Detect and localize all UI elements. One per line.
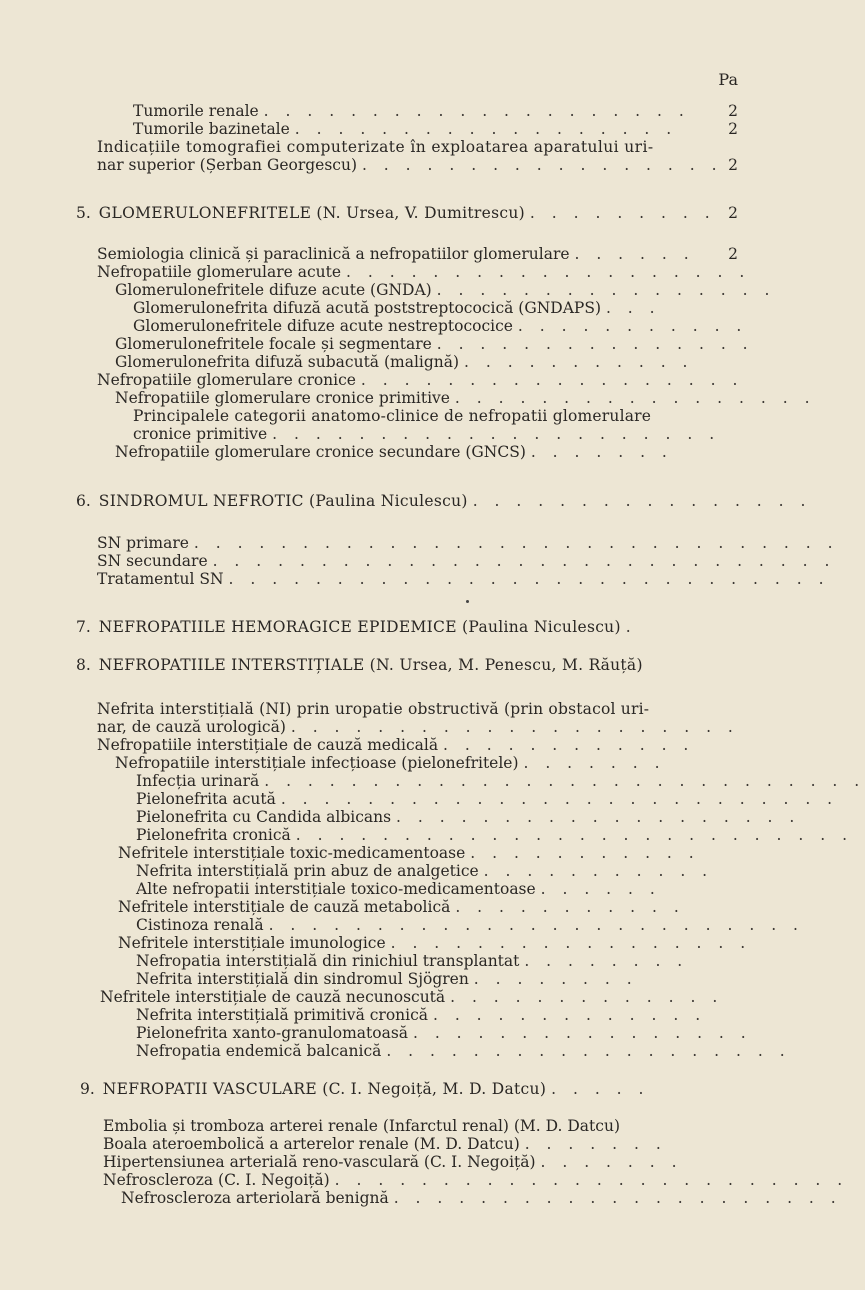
page-number: 2 xyxy=(728,102,738,120)
entry-title: Tumorile renale xyxy=(133,102,259,120)
entry-title: Semiologia clinică și paraclinică a nefropatiilor glomerulare xyxy=(97,245,570,263)
entry-title: Principalele categorii anatomo-clinice de nefropatii glomerulare xyxy=(133,407,652,425)
entry-title: Glomerulonefrita difuză subacută (malignă) xyxy=(115,353,460,371)
toc-entry: Hipertensiunea arterială reno-vasculară (C. I. Negoiță) . . . . . . . xyxy=(103,1153,683,1171)
toc-entry: Nefrita interstițială prin abuz de analgetice . . . . . . . . . . . xyxy=(136,862,714,880)
toc-entry: Nefritele interstițiale de cauză necunoscută . . . . . . . . . . . . . xyxy=(100,988,724,1006)
entry-title: Nefritele interstițiale de cauză necunoscută xyxy=(100,988,446,1006)
toc-entry: Tratamentul SN . . . . . . . . . . . . . . . . . . . . . . . . . . . . xyxy=(97,570,830,588)
entry-title: GLOMERULONEFRITELE (N. Ursea, V. Dumitrescu) xyxy=(98,204,525,222)
entry-title: Nefropatia endemică balcanică xyxy=(136,1042,382,1060)
toc-entry: Tumorile renale . . . . . . . . . . . . . . . . . . . . 2 xyxy=(133,102,738,120)
entry-title: Nefropatia interstițială din rinichiul transplantat xyxy=(136,952,520,970)
toc-entry: Boala ateroembolică a arterelor renale (M. D. Datcu) . . . . . . . xyxy=(103,1135,667,1153)
entry-title: SINDROMUL NEFROTIC (Paulina Niculescu) xyxy=(98,492,468,510)
entry-title: Pielonefrita acută xyxy=(136,790,276,808)
toc-entry xyxy=(133,407,738,425)
entry-title: Nefritele interstițiale imunologice xyxy=(118,934,386,952)
toc-entry: Nefritele interstițiale toxic-medicamentoase . . . . . . . . . . . xyxy=(118,844,700,862)
toc-entry: nar, de cauză urologică) . . . . . . . . . . . . . . . . . . . . . xyxy=(97,718,739,736)
toc-entry xyxy=(103,1117,738,1135)
entry-title: Alte nefropatii interstițiale toxico-medicamentoase xyxy=(136,880,536,898)
toc-entry: Nefroscleroza arteriolară benignă . . . . . . . . . . . . . . . . . . . . . xyxy=(121,1189,842,1207)
entry-title: Nefrita interstițială prin abuz de analgetice xyxy=(136,862,479,880)
toc-entry: SN primare . . . . . . . . . . . . . . . . . . . . . . . . . . . . . . xyxy=(97,534,839,552)
section-heading xyxy=(76,656,738,674)
entry-title: NEFROPATII VASCULARE (C. I. Negoiță, M. D. Datcu) xyxy=(102,1080,547,1098)
toc-entry xyxy=(97,700,738,718)
entry-title: Nefrita interstițială din sindromul Sjögren xyxy=(136,970,469,988)
entry-title: Tumorile bazinetale xyxy=(133,120,290,138)
entry-title: Glomerulonefritele difuze acute nestreptococice xyxy=(133,317,513,335)
toc-entry: Nefropatiile interstițiale infecțioase (pielonefritele) . . . . . . . xyxy=(115,754,666,772)
section-number: 7. xyxy=(76,618,91,636)
entry-title: Nefropatiile glomerulare cronice secundare (GNCS) xyxy=(115,443,526,461)
toc-entry: Nefropatiile glomerulare acute . . . . . . . . . . . . . . . . . . . xyxy=(97,263,751,281)
toc-entry: SN secundare . . . . . . . . . . . . . . . . . . . . . . . . . . . . . xyxy=(97,552,836,570)
entry-title: Cistinoza renală xyxy=(136,916,264,934)
entry-title: Pielonefrita cronică xyxy=(136,826,291,844)
page-number: 2 xyxy=(728,204,738,222)
toc-entry: Tumorile bazinetale . . . . . . . . . . . . . . . . . . 2 xyxy=(133,120,738,138)
toc-entry: Alte nefropatii interstițiale toxico-medicamentoase . . . . . . xyxy=(136,880,661,898)
entry-title: Tratamentul SN xyxy=(97,570,224,588)
toc-entry: Nefroscleroza (C. I. Negoiță) . . . . . . . . . . . . . . . . . . . . . . . . xyxy=(103,1171,849,1189)
entry-title: Nefropatiile glomerulare cronice xyxy=(97,371,356,389)
entry-title: NEFROPATIILE INTERSTIȚIALE (N. Ursea, M. Penescu, M. Răuță) xyxy=(98,656,643,674)
entry-title: Glomerulonefrita difuză acută poststreptococică (GNDAPS) xyxy=(133,299,602,317)
section-number: 6. xyxy=(76,492,91,510)
entry-title: nar superior (Șerban Georgescu) xyxy=(97,156,358,174)
page-column-header: Pa xyxy=(718,70,738,89)
toc-entry: Glomerulonefritele focale și segmentare . . . . . . . . . . . . . . . xyxy=(115,335,754,353)
entry-title: Infecția urinară xyxy=(136,772,260,790)
toc-entry: Semiologia clinică și paraclinică a nefropatiilor glomerulare . . . . . . 2 xyxy=(97,245,738,263)
section-number: 5. xyxy=(76,204,91,222)
entry-title: Nefropatiile glomerulare cronice primitive xyxy=(115,389,450,407)
toc-entry: Infecția urinară . . . . . . . . . . . . . . . . . . . . . . . . . . . . xyxy=(136,772,865,790)
toc-entry: nar superior (Șerban Georgescu) . . . . . . . . . . . . . . . . . 2 xyxy=(97,156,738,174)
toc-entry: Nefropatiile glomerulare cronice . . . . . . . . . . . . . . . . . . xyxy=(97,371,744,389)
toc-entry: Pielonefrita xanto-granulomatoasă . . . . . . . . . . . . . . . . xyxy=(136,1024,752,1042)
toc-entry: Nefritele interstițiale imunologice . . . . . . . . . . . . . . . . . xyxy=(118,934,752,952)
entry-title: Glomerulonefritele difuze acute (GNDA) xyxy=(115,281,432,299)
entry-title: Nefritele interstițiale toxic-medicamentoase xyxy=(118,844,466,862)
toc-entry: Glomerulonefritele difuze acute nestreptococice . . . . . . . . . . . xyxy=(133,317,748,335)
toc-entry: Cistinoza renală . . . . . . . . . . . . . . . . . . . . . . . . . xyxy=(136,916,804,934)
toc-entry: Nefritele interstițiale de cauză metabolică . . . . . . . . . . . xyxy=(118,898,685,916)
toc-entry: Pielonefrita acută . . . . . . . . . . . . . . . . . . . . . . . . . . xyxy=(136,790,839,808)
toc-entry: Nefropatia endemică balcanică . . . . . . . . . . . . . . . . . . . xyxy=(136,1042,791,1060)
entry-title: Nefritele interstițiale de cauză metabolică xyxy=(118,898,451,916)
page-number: 2 xyxy=(728,245,738,263)
toc-entry: Nefropatiile interstițiale de cauză medicală . . . . . . . . . . . . xyxy=(97,736,695,754)
entry-title: Nefroscleroza arteriolară benignă xyxy=(121,1189,389,1207)
section-heading: 5. GLOMERULONEFRITELE (N. Ursea, V. Dumitrescu) . . . . . . . . . 2 xyxy=(76,204,738,222)
entry-title: Nefropatiile interstițiale infecțioase (pielonefritele) xyxy=(115,754,519,772)
entry-title: nar, de cauză urologică) xyxy=(97,718,286,736)
entry-title: NEFROPATIILE HEMORAGICE EPIDEMICE (Paulina Niculescu) xyxy=(98,618,621,636)
section-number: 9. xyxy=(80,1080,95,1098)
toc-entry: Glomerulonefrita difuză acută poststreptococică (GNDAPS) . . . xyxy=(133,299,661,317)
toc-entry: Glomerulonefritele difuze acute (GNDA) . . . . . . . . . . . . . . . . xyxy=(115,281,776,299)
section-heading: 7. NEFROPATIILE HEMORAGICE EPIDEMICE (Paulina Niculescu) . xyxy=(76,618,637,636)
section-number: 8. xyxy=(76,656,91,674)
entry-title: SN secundare xyxy=(97,552,208,570)
toc-entry: Nefropatiile glomerulare cronice primitive . . . . . . . . . . . . . . . . . xyxy=(115,389,816,407)
toc-entry: cronice primitive . . . . . . . . . . . . . . . . . . . . . xyxy=(133,425,721,443)
entry-title: Pielonefrita xanto-granulomatoasă xyxy=(136,1024,409,1042)
entry-title: Nefropatiile glomerulare acute xyxy=(97,263,342,281)
stray-dot xyxy=(466,600,469,603)
entry-title: Boala ateroembolică a arterelor renale (M. D. Datcu) xyxy=(103,1135,520,1153)
toc-entry xyxy=(97,138,738,156)
entry-title: Nefropatiile interstițiale de cauză medicală xyxy=(97,736,439,754)
entry-title: Pielonefrita cu Candida albicans xyxy=(136,808,392,826)
section-heading: 6. SINDROMUL NEFROTIC (Paulina Niculescu) . . . . . . . . . . . . . . . . xyxy=(76,492,812,510)
toc-entry: Nefrita interstițială primitivă cronică . . . . . . . . . . . . . xyxy=(136,1006,707,1024)
page-number: 2 xyxy=(728,156,738,174)
toc-entry: Pielonefrita cronică . . . . . . . . . . . . . . . . . . . . . . . . . . xyxy=(136,826,854,844)
entry-title: Nefrita interstițială primitivă cronică xyxy=(136,1006,429,1024)
toc-entry: Glomerulonefrita difuză subacută (malignă) . . . . . . . . . . . xyxy=(115,353,694,371)
entry-title: Indicațiile tomografiei computerizate în exploatarea aparatului uri- xyxy=(97,138,654,156)
toc-entry: Nefropatia interstițială din rinichiul transplantat . . . . . . . . xyxy=(136,952,689,970)
entry-title: Nefrita interstițială (NI) prin uropatie obstructivă (prin obstacol uri- xyxy=(97,700,650,718)
toc-entry: Nefrita interstițială din sindromul Sjögren . . . . . . . . xyxy=(136,970,638,988)
section-heading: 9. NEFROPATII VASCULARE (C. I. Negoiță, M. D. Datcu) . . . . . xyxy=(80,1080,650,1098)
page-number: 2 xyxy=(728,120,738,138)
toc-entry: Nefropatiile glomerulare cronice secundare (GNCS) . . . . . . . xyxy=(115,443,673,461)
toc-entry: Pielonefrita cu Candida albicans . . . . . . . . . . . . . . . . . . . xyxy=(136,808,801,826)
entry-title: Hipertensiunea arterială reno-vasculară (C. I. Negoiță) xyxy=(103,1153,536,1171)
entry-title: Glomerulonefritele focale și segmentare xyxy=(115,335,432,353)
entry-title: SN primare xyxy=(97,534,189,552)
entry-title: cronice primitive xyxy=(133,425,268,443)
entry-title: Nefroscleroza (C. I. Negoiță) xyxy=(103,1171,330,1189)
entry-title: Embolia și tromboza arterei renale (Infarctul renal) (M. D. Datcu) xyxy=(103,1117,620,1135)
